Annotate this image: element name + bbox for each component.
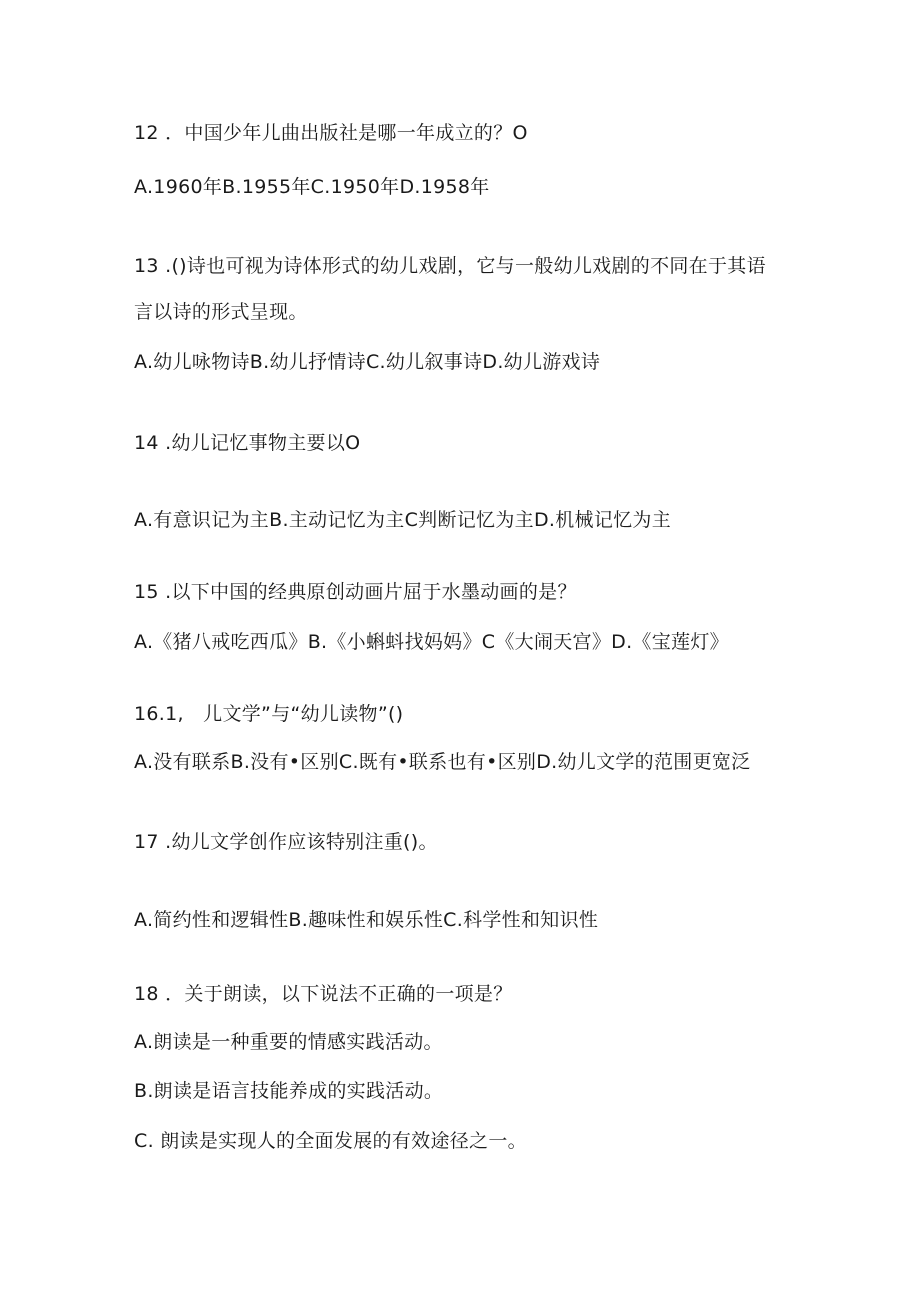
question-14-stem: 14 .幼儿记忆事物主要以O — [134, 432, 361, 454]
question-18-stem: 18 ．关于朗读，以下说法不正确的一项是？ — [134, 983, 513, 1005]
question-14-options: A.有意识记为主B.主动记忆为主C判断记忆为主D.机械记忆为主 — [134, 509, 672, 531]
question-13-stem: 13 .()诗也可视为诗体形式的幼儿戏剧，它与一般幼儿戏剧的不同在于其语 — [134, 255, 766, 277]
question-12-stem: 12 ．中国少年儿曲出版社是哪一年成立的？O — [134, 122, 528, 144]
question-18-option-a: A.朗读是一种重要的情感实践活动。 — [134, 1031, 443, 1053]
question-12-options: A.1960年B.1955年C.1950年D.1958年 — [134, 176, 490, 198]
question-17-options: A.简约性和逻辑性B.趣味性和娱乐性C.科学性和知识性 — [134, 909, 599, 931]
question-18-option-b: B.朗读是语言技能养成的实践活动。 — [134, 1080, 444, 1102]
question-18-option-c: C. 朗读是实现人的全面发展的有效途径之一。 — [134, 1130, 527, 1152]
question-15-options: A.《猪八戒吃西瓜》B.《小蝌蚪找妈妈》C《大闹天宫》D.《宝莲灯》 — [134, 631, 729, 653]
question-17-stem: 17 .幼儿文学创作应该特别注重()。 — [134, 831, 438, 853]
question-16-options: A.没有联系B.没有•区别C.既有•联系也有•区别D.幼儿文学的范围更宽泛 — [134, 751, 751, 773]
question-16-stem: 16.1, 儿文学”与“幼儿读物”() — [134, 703, 404, 725]
question-15-stem: 15 .以下中国的经典原创动画片屈于水墨动画的是？ — [134, 581, 577, 603]
question-13-stem-continued: 言以诗的形式呈现。 — [134, 301, 308, 323]
question-13-options: A.幼儿咏物诗B.幼儿抒情诗C.幼儿叙事诗D.幼儿游戏诗 — [134, 351, 601, 373]
